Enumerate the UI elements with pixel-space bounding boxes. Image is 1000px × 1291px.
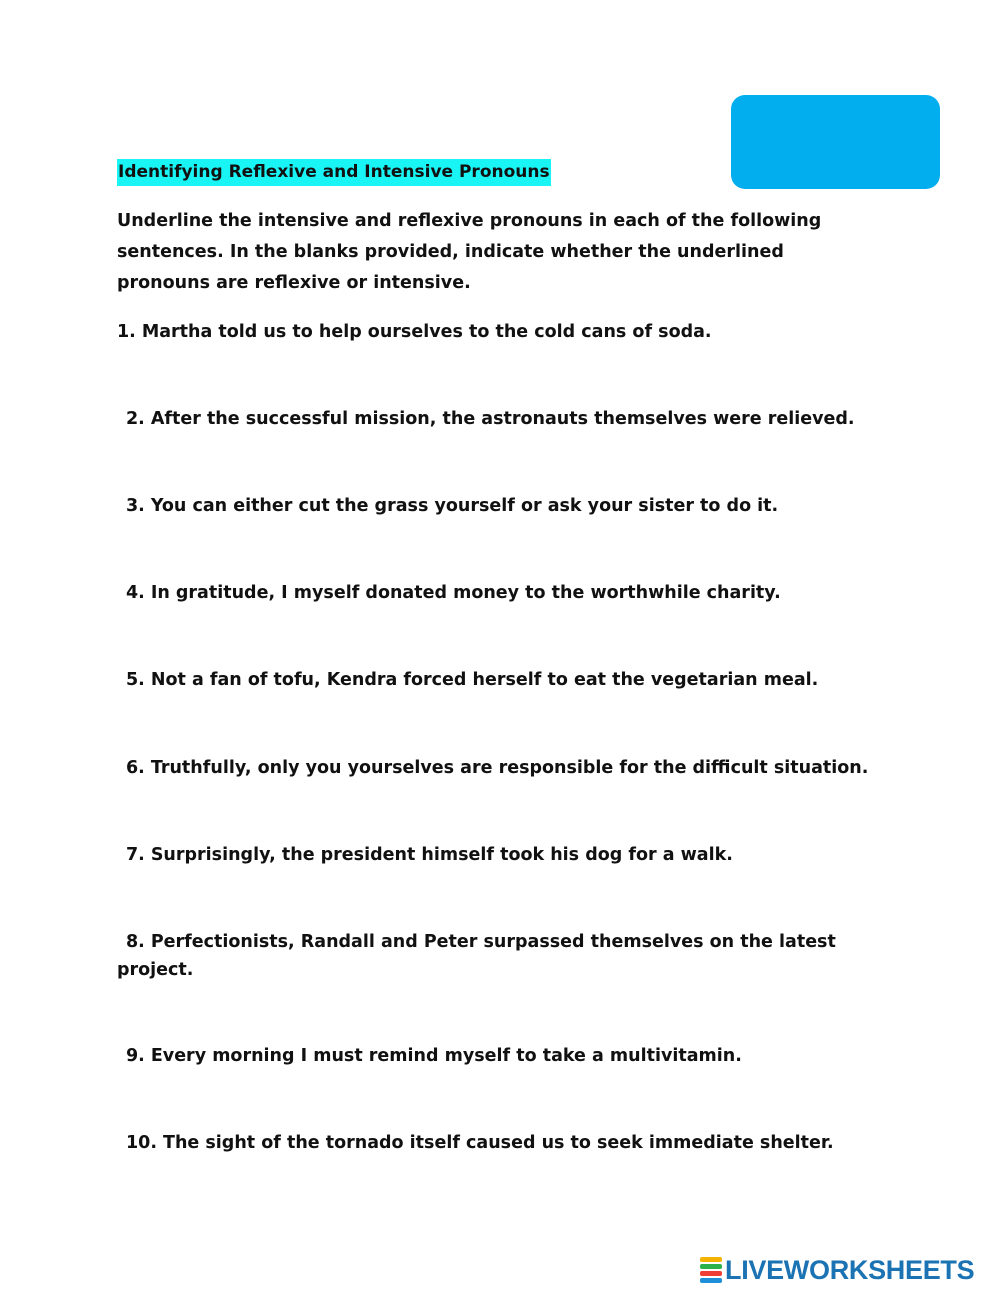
question-text: You can either cut the grass yourself or ask your sister to do it. xyxy=(150,496,779,516)
question-text: Martha told us to help ourselves to the cold cans of soda. xyxy=(141,322,712,342)
question-text: Not a fan of tofu, Kendra forced herself to eat the vegetarian meal. xyxy=(150,670,819,690)
liveworksheets-logo[interactable] xyxy=(700,1253,974,1287)
question-text: Truthfully, only you yourselves are responsible for the difficult situation. xyxy=(150,758,869,778)
question-number: 2. xyxy=(126,409,145,429)
instructions: Underline the intensive and reflexive pronouns in each of the following sentences. In the blanks provided, indicate whether the underlined pronouns are reflexive or intensive. xyxy=(117,211,822,293)
question-number: 7. xyxy=(126,845,145,865)
question-5 xyxy=(126,666,818,694)
question-number: 4. xyxy=(126,583,145,603)
question-2 xyxy=(126,405,855,433)
question-text: The sight of the tornado itself caused us to seek immediate shelter. xyxy=(163,1133,834,1153)
worksheet-title: Identifying Reflexive and Intensive Pronouns xyxy=(117,159,551,186)
liveworksheets-logo-icon xyxy=(700,1256,722,1284)
question-text: Surprisingly, the president himself took his dog for a walk. xyxy=(150,845,733,865)
question-6 xyxy=(126,754,868,782)
question-text: Every morning I must remind myself to take a multivitamin. xyxy=(150,1046,742,1066)
question-text: In gratitude, I myself donated money to the worthwhile charity. xyxy=(150,583,781,603)
question-3 xyxy=(126,492,778,520)
question-number: 10. xyxy=(126,1133,158,1153)
question-10 xyxy=(126,1129,834,1157)
question-4 xyxy=(126,579,781,607)
question-number: 5. xyxy=(126,670,145,690)
question-number: 3. xyxy=(126,496,145,516)
question-7 xyxy=(126,841,733,869)
question-1 xyxy=(117,318,712,346)
question-text: After the successful mission, the astronauts themselves were relieved. xyxy=(150,409,855,429)
question-8 xyxy=(117,928,837,984)
question-number: 6. xyxy=(126,758,145,778)
question-number: 8. xyxy=(126,932,145,952)
question-number: 1. xyxy=(117,322,136,342)
question-number: 9. xyxy=(126,1046,145,1066)
logo-text: LIVEWORKSHEETS xyxy=(725,1254,975,1285)
answer-box[interactable] xyxy=(731,95,940,189)
question-text: Perfectionists, Randall and Peter surpassed themselves on the latest project. xyxy=(117,932,836,980)
question-9 xyxy=(126,1042,742,1070)
